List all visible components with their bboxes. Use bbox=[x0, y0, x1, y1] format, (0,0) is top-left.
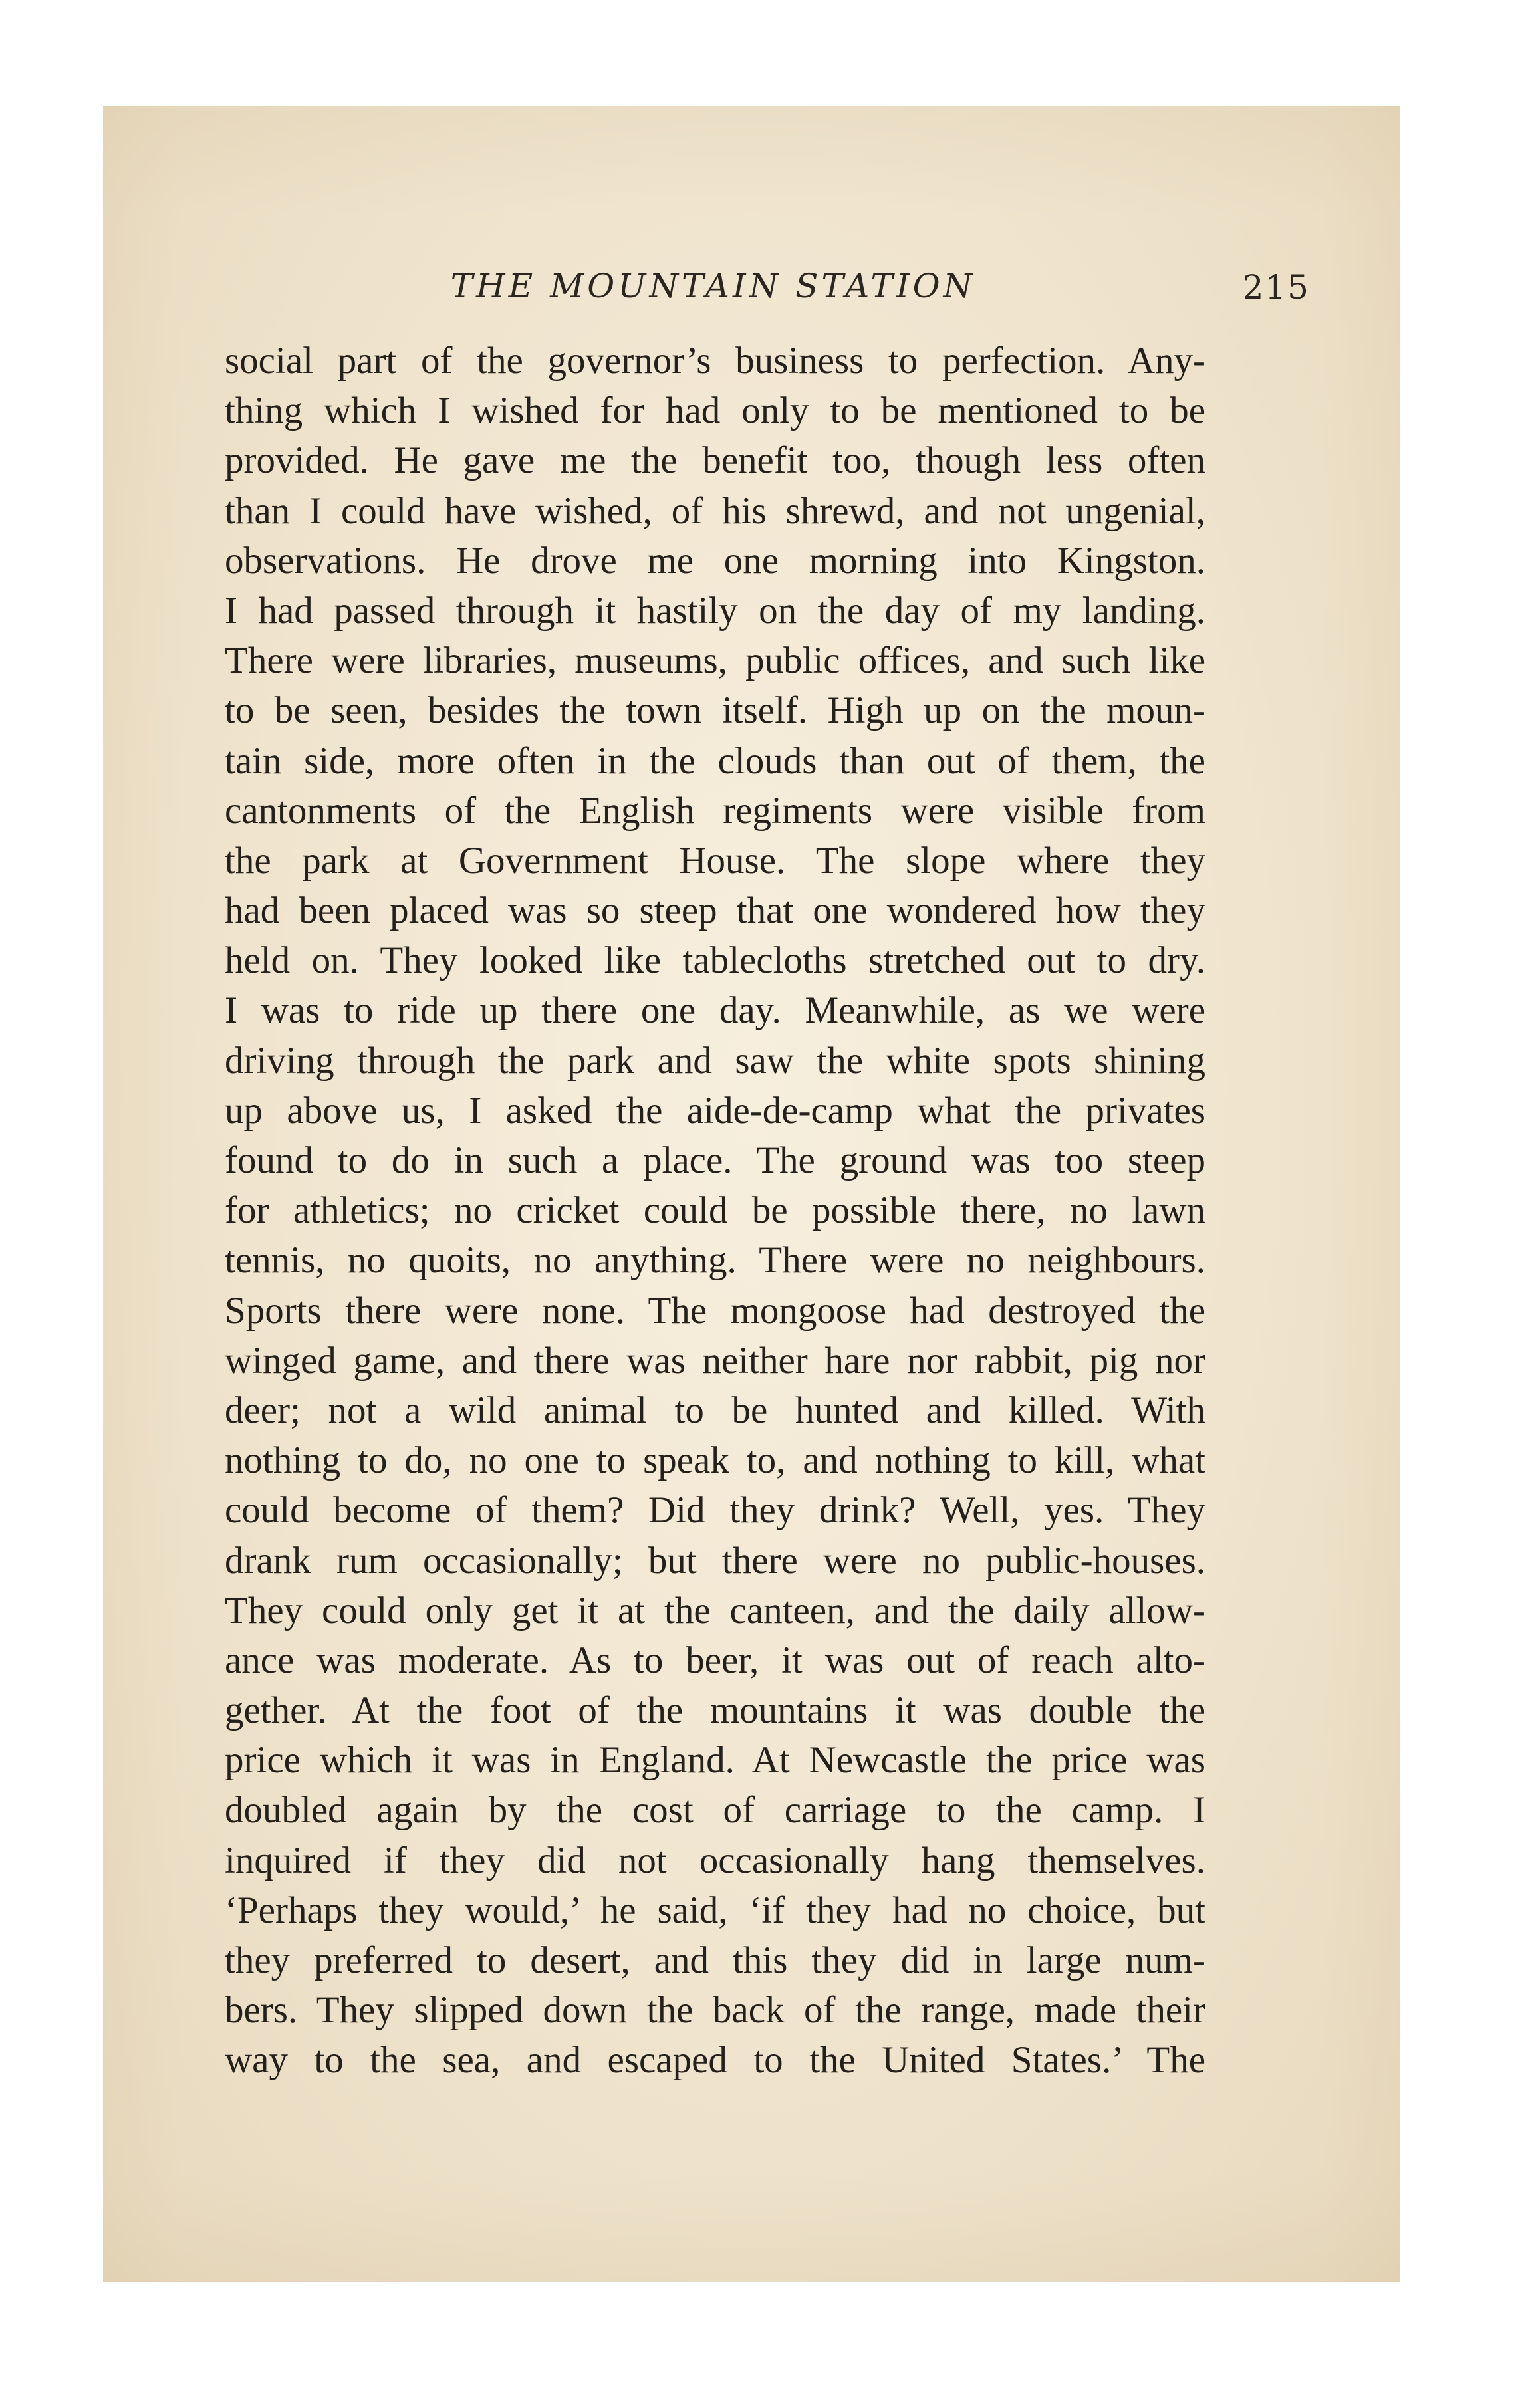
running-title: THE MOUNTAIN STATION bbox=[450, 267, 976, 305]
text-line: price which it was in England. At Newcastle the price was bbox=[225, 1739, 1205, 1782]
text-line: way to the sea, and escaped to the United States.’ The bbox=[225, 2039, 1205, 2082]
text-line: social part of the governor’s business to perfection. Any- bbox=[225, 340, 1205, 382]
text-line: cantonments of the English regiments were visible from bbox=[225, 789, 1205, 832]
text-line: nothing to do, no one to speak to, and nothing to kill, what bbox=[225, 1439, 1205, 1482]
text-line: tain side, more often in the clouds than out of them, the bbox=[225, 739, 1205, 782]
text-line: drank rum occasionally; but there were no public-houses. bbox=[225, 1539, 1205, 1582]
text-line: provided. He gave me the benefit too, though less often bbox=[225, 439, 1205, 482]
page-number: 215 bbox=[1242, 268, 1310, 306]
text-line: observations. He drove me one morning into Kingston. bbox=[225, 539, 1205, 582]
text-line: driving through the park and saw the white spots shining bbox=[225, 1039, 1205, 1082]
text-line: I was to ride up there one day. Meanwhile, as we were bbox=[225, 989, 1205, 1032]
text-line: inquired if they did not occasionally hang themselves. bbox=[225, 1839, 1205, 1881]
text-line: thing which I wished for had only to be mentioned to be bbox=[225, 390, 1205, 432]
text-line: They could only get it at the canteen, and the daily allow- bbox=[225, 1589, 1205, 1631]
text-line: the park at Government House. The slope where they bbox=[225, 839, 1205, 882]
running-head bbox=[233, 263, 1310, 316]
text-line: they preferred to desert, and this they did in large num- bbox=[225, 1939, 1205, 1981]
text-line: up above us, I asked the aide-de-camp what the privates bbox=[225, 1089, 1205, 1132]
body-text bbox=[225, 336, 1205, 2086]
text-line: Sports there were none. The mongoose had destroyed the bbox=[225, 1289, 1205, 1332]
text-line: for athletics; no cricket could be possible there, no lawn bbox=[225, 1189, 1205, 1232]
text-line: deer; not a wild animal to be hunted and killed. With bbox=[225, 1389, 1205, 1431]
text-line: I had passed through it hastily on the day of my landing. bbox=[225, 589, 1205, 632]
text-line: doubled again by the cost of carriage to the camp. I bbox=[225, 1789, 1205, 1832]
text-line: found to do in such a place. The ground was too steep bbox=[225, 1140, 1205, 1181]
text-line: ance was moderate. As to beer, it was out of reach alto- bbox=[225, 1639, 1205, 1681]
text-line: had been placed was so steep that one wondered how they bbox=[225, 890, 1205, 932]
text-line: winged game, and there was neither hare nor rabbit, pig nor bbox=[225, 1339, 1205, 1382]
text-line: to be seen, besides the town itself. High up on the moun- bbox=[225, 689, 1205, 732]
text-line: tennis, no quoits, no anything. There were no neighbours. bbox=[225, 1239, 1205, 1282]
text-line: bers. They slipped down the back of the range, made their bbox=[225, 1989, 1205, 2032]
text-line: gether. At the foot of the mountains it was double the bbox=[225, 1689, 1205, 1732]
text-line: could become of them? Did they drink? Well, yes. They bbox=[225, 1489, 1205, 1532]
text-line: ‘Perhaps they would,’ he said, ‘if they had no choice, but bbox=[225, 1889, 1205, 1931]
text-line: than I could have wished, of his shrewd, and not ungenial, bbox=[225, 489, 1205, 532]
text-line: There were libraries, museums, public offices, and such like bbox=[225, 640, 1205, 682]
book-page bbox=[103, 106, 1400, 2282]
text-line: held on. They looked like tablecloths stretched out to dry. bbox=[225, 939, 1205, 982]
